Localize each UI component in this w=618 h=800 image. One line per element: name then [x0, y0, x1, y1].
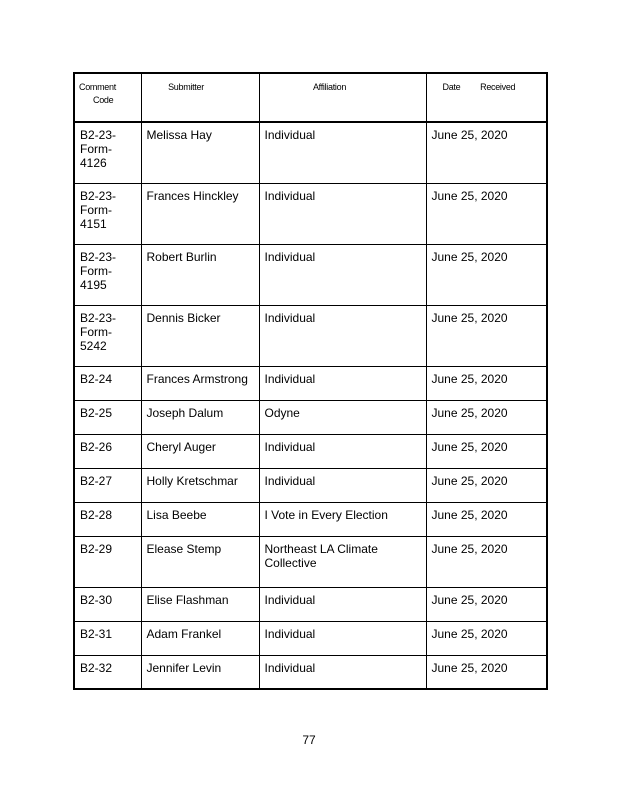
submitter-cell: Holly Kretschmar — [141, 468, 259, 502]
comment-code-cell: B2-23- Form- 4126 — [74, 122, 141, 183]
header-date-received — [426, 73, 547, 122]
submitter-cell: Cheryl Auger — [141, 434, 259, 468]
submitter-cell: Dennis Bicker — [141, 305, 259, 366]
table-row — [74, 587, 547, 621]
table-row — [74, 468, 547, 502]
table-row — [74, 434, 547, 468]
table-row — [74, 122, 547, 183]
date-received-cell: June 25, 2020 — [426, 400, 547, 434]
comment-code-cell: B2-23- Form- 4195 — [74, 244, 141, 305]
affiliation-cell: Individual — [259, 122, 426, 183]
date-received-cell: June 25, 2020 — [426, 434, 547, 468]
affiliation-cell: Individual — [259, 305, 426, 366]
comment-code-cell: B2-26 — [74, 434, 141, 468]
date-received-cell: June 25, 2020 — [426, 468, 547, 502]
table-row — [74, 536, 547, 587]
table-row — [74, 305, 547, 366]
header-received: Received — [480, 82, 516, 92]
date-received-cell: June 25, 2020 — [426, 502, 547, 536]
comment-table — [73, 72, 548, 690]
submitter-cell: Frances Armstrong — [141, 366, 259, 400]
header-comment-code-line2: Code — [93, 95, 114, 105]
header-row — [74, 73, 547, 122]
table-row — [74, 183, 547, 244]
comment-code-cell: B2-23- Form- 4151 — [74, 183, 141, 244]
submitter-cell: Frances Hinckley — [141, 183, 259, 244]
comment-code-cell: B2-29 — [74, 536, 141, 587]
table-row — [74, 502, 547, 536]
affiliation-cell: Northeast LA Climate Collective — [259, 536, 426, 587]
affiliation-cell: Individual — [259, 244, 426, 305]
date-received-cell: June 25, 2020 — [426, 183, 547, 244]
header-comment-code-line1: Comment — [79, 82, 116, 92]
table-row — [74, 244, 547, 305]
header-date: Date — [442, 82, 461, 92]
submitter-cell: Elease Stemp — [141, 536, 259, 587]
comment-code-cell: B2-24 — [74, 366, 141, 400]
affiliation-cell: Individual — [259, 468, 426, 502]
submitter-cell: Melissa Hay — [141, 122, 259, 183]
date-received-cell: June 25, 2020 — [426, 587, 547, 621]
affiliation-cell: Individual — [259, 183, 426, 244]
table-row — [74, 366, 547, 400]
comment-code-cell: B2-23- Form- 5242 — [74, 305, 141, 366]
header-affiliation: Affiliation — [259, 73, 426, 122]
comment-code-cell: B2-31 — [74, 621, 141, 655]
submitter-cell: Jennifer Levin — [141, 655, 259, 689]
affiliation-cell: Individual — [259, 621, 426, 655]
comment-code-cell: B2-32 — [74, 655, 141, 689]
date-received-cell: June 25, 2020 — [426, 122, 547, 183]
submitter-cell: Robert Burlin — [141, 244, 259, 305]
submitter-cell: Adam Frankel — [141, 621, 259, 655]
affiliation-cell: Individual — [259, 587, 426, 621]
header-submitter: Submitter — [141, 73, 259, 122]
page-number: 77 — [302, 733, 316, 747]
comment-code-cell: B2-27 — [74, 468, 141, 502]
date-received-cell: June 25, 2020 — [426, 366, 547, 400]
comment-code-cell: B2-25 — [74, 400, 141, 434]
date-received-cell: June 25, 2020 — [426, 305, 547, 366]
affiliation-cell: Individual — [259, 655, 426, 689]
comment-code-cell: B2-30 — [74, 587, 141, 621]
date-received-cell: June 25, 2020 — [426, 621, 547, 655]
table-row — [74, 655, 547, 689]
table-row — [74, 621, 547, 655]
submitter-cell: Elise Flashman — [141, 587, 259, 621]
affiliation-cell: Individual — [259, 434, 426, 468]
date-received-cell: June 25, 2020 — [426, 655, 547, 689]
submitter-cell: Joseph Dalum — [141, 400, 259, 434]
affiliation-cell: I Vote in Every Election — [259, 502, 426, 536]
affiliation-cell: Individual — [259, 366, 426, 400]
submitter-cell: Lisa Beebe — [141, 502, 259, 536]
affiliation-cell: Odyne — [259, 400, 426, 434]
comment-code-cell: B2-28 — [74, 502, 141, 536]
date-received-cell: June 25, 2020 — [426, 536, 547, 587]
date-received-cell: June 25, 2020 — [426, 244, 547, 305]
header-comment-code — [74, 73, 141, 122]
table-row — [74, 400, 547, 434]
